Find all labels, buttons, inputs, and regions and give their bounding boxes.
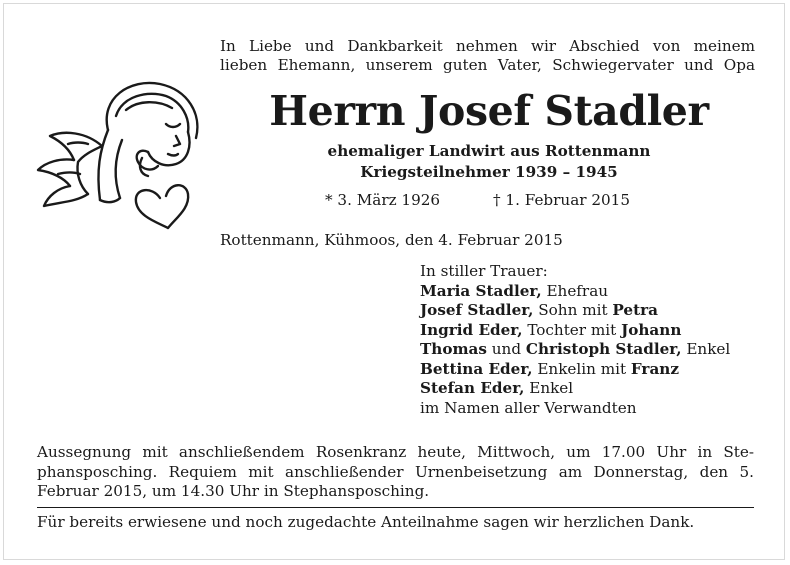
angel-with-heart-icon: [30, 70, 220, 230]
mourner-line: [420, 282, 765, 302]
mourner-relation: Enkel: [681, 340, 731, 358]
intro-line-2: lieben Ehemann, unserem guten Vater, Schwiegervater und Opa: [220, 56, 755, 74]
mourner-relation: Sohn mit: [533, 301, 613, 319]
mourner-line: [420, 399, 765, 419]
mourner-name: Bettina Eder,: [420, 359, 533, 378]
mourner-relation: und: [486, 340, 526, 358]
thanks-note: Für bereits erwiesene und noch zugedachte Anteilnahme sagen wir herzlichen Dank.: [37, 513, 695, 531]
mourner-name: Johann: [621, 320, 682, 339]
mourners-heading: In stiller Trauer:: [420, 262, 548, 280]
birth-date: * 3. März 1926: [325, 191, 441, 209]
mourner-relation: Enkel: [524, 379, 574, 397]
mourner-name: Petra: [612, 301, 658, 319]
mourner-line: [420, 340, 765, 360]
mourner-relation: Ehefrau: [541, 281, 609, 300]
war-service-line: Kriegsteilnehmer 1939 – 1945: [360, 163, 618, 181]
life-dates: [325, 190, 655, 210]
mourner-name: Josef Stadler,: [420, 301, 534, 319]
mourner-relation: im Namen aller Verwandten: [420, 398, 637, 417]
mourner-line: [420, 321, 765, 341]
mourner-line: [420, 301, 765, 321]
mourner-name: Ingrid Eder,: [420, 320, 523, 339]
intro-text: [220, 37, 755, 75]
occupation-line: ehemaliger Landwirt aus Rottenmann: [327, 142, 651, 160]
mourner-name: Franz: [630, 359, 679, 378]
mourners-block: [420, 262, 765, 418]
place-and-date: Rottenmann, Kühmoos, den 4. Februar 2015: [220, 231, 563, 249]
funeral-service-info: Aussegnung mit anschließendem Rosenkranz heute, Mittwoch, um 17.00 Uhr in Stephansposching. Requiem mit anschließender Urnenbeisetzung am Donnerstag, den 5. Februar 2015, um 14.30 Uhr in Stephansposching.: [37, 443, 754, 501]
deceased-name: Herrn Josef Stadler: [269, 87, 709, 135]
mourner-line: [420, 360, 765, 380]
divider-line: [37, 507, 754, 508]
mourners-list: [420, 282, 765, 419]
mourner-name: Maria Stadler,: [420, 281, 542, 300]
mourner-name: Christoph Stadler,: [525, 340, 682, 358]
intro-line-1: In Liebe und Dankbarkeit nehmen wir Abschied von meinem: [220, 37, 755, 55]
mourner-name: Thomas: [420, 340, 487, 358]
mourner-name: Stefan Eder,: [420, 379, 525, 397]
mourner-line: [420, 379, 765, 399]
deceased-details: [220, 141, 758, 183]
mourner-relation: Tochter mit: [522, 320, 622, 339]
mourner-relation: Enkelin mit: [532, 359, 631, 378]
death-date: † 1. Februar 2015: [493, 191, 630, 209]
